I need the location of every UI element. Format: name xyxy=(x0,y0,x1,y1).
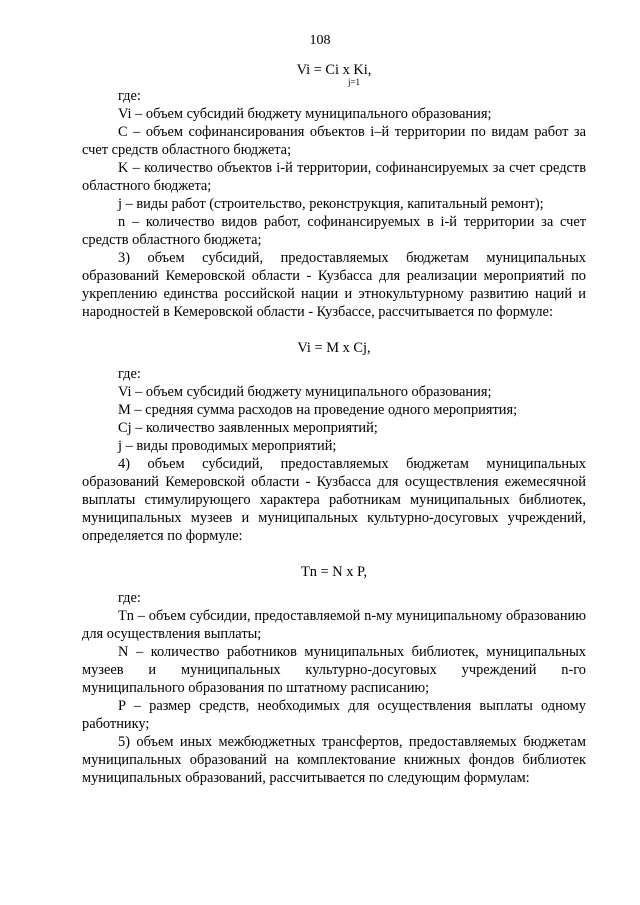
page-number: 108 xyxy=(309,33,331,48)
formula-payments: Tn = N x P, xyxy=(300,564,368,580)
document-body xyxy=(82,60,586,787)
where-label: где: xyxy=(118,366,141,382)
definition-j: j – виды работ (строительство, реконструкция, капитальный ремонт); xyxy=(118,196,544,212)
paragraph-item-3: 3) объем субсидий, предоставляемых бюджетам муниципальных образований Кемеровской области - Кузбасса для реализации мероприятий по укреплению единства российской нации и этнокультурному развитию наций и народностей в Кемеровской области - Кузбассе, рассчитывается по формуле: xyxy=(82,250,586,320)
definition-vi: Vi – объем субсидий бюджету муниципального образования; xyxy=(118,384,492,400)
paragraph-item-4: 4) объем субсидий, предоставляемых бюджетам муниципальных образований Кемеровской области - Кузбасса для осуществления ежемесячной выплаты стимулирующего характера работникам муниципальных библиотек, муниципальных музеев и муниципальных культурно-досуговых учреждений, определяется по формуле: xyxy=(82,456,586,544)
where-label: где: xyxy=(118,88,141,104)
formula-events: Vi = M x Cj, xyxy=(297,340,371,356)
definition-tn: Tn – объем субсидии, предоставляемой n-му муниципальному образованию для осуществления выплаты; xyxy=(82,608,586,642)
formula-subscript: j=1 xyxy=(347,77,361,87)
definition-j: j – виды проводимых мероприятий; xyxy=(118,438,337,454)
definition-n-workers: N – количество работников муниципальных библиотек, муниципальных музеев и муниципальных культурно-досуговых учреждений n-го муниципального образования по штатному расписанию; xyxy=(82,644,586,696)
definition-cj: Cj – количество заявленных мероприятий; xyxy=(118,420,378,436)
formula-subsidy-objects xyxy=(82,60,586,80)
definition-n: n – количество видов работ, софинансируемых в i-й территории за счет средств областного бюджета; xyxy=(82,214,586,248)
definition-vi: Vi – объем субсидий бюджету муниципального образования; xyxy=(118,106,492,122)
definition-p: P – размер средств, необходимых для осуществления выплаты одному работнику; xyxy=(82,698,586,732)
formula-main: Vi = Ci x Ki, xyxy=(296,62,372,78)
definition-m: M – средняя сумма расходов на проведение одного мероприятия; xyxy=(118,402,518,418)
definition-c: C – объем софинансирования объектов i–й территории по видам работ за счет средств областного бюджета; xyxy=(82,124,586,158)
paragraph-item-5: 5) объем иных межбюджетных трансфертов, предоставляемых бюджетам муниципальных образований на комплектование книжных фондов библиотек муниципальных образований, рассчитывается по следующим формулам: xyxy=(82,734,586,786)
definition-k: K – количество объектов i-й территории, софинансируемых за счет средств областного бюджета; xyxy=(82,160,586,194)
where-label: где: xyxy=(118,590,141,606)
